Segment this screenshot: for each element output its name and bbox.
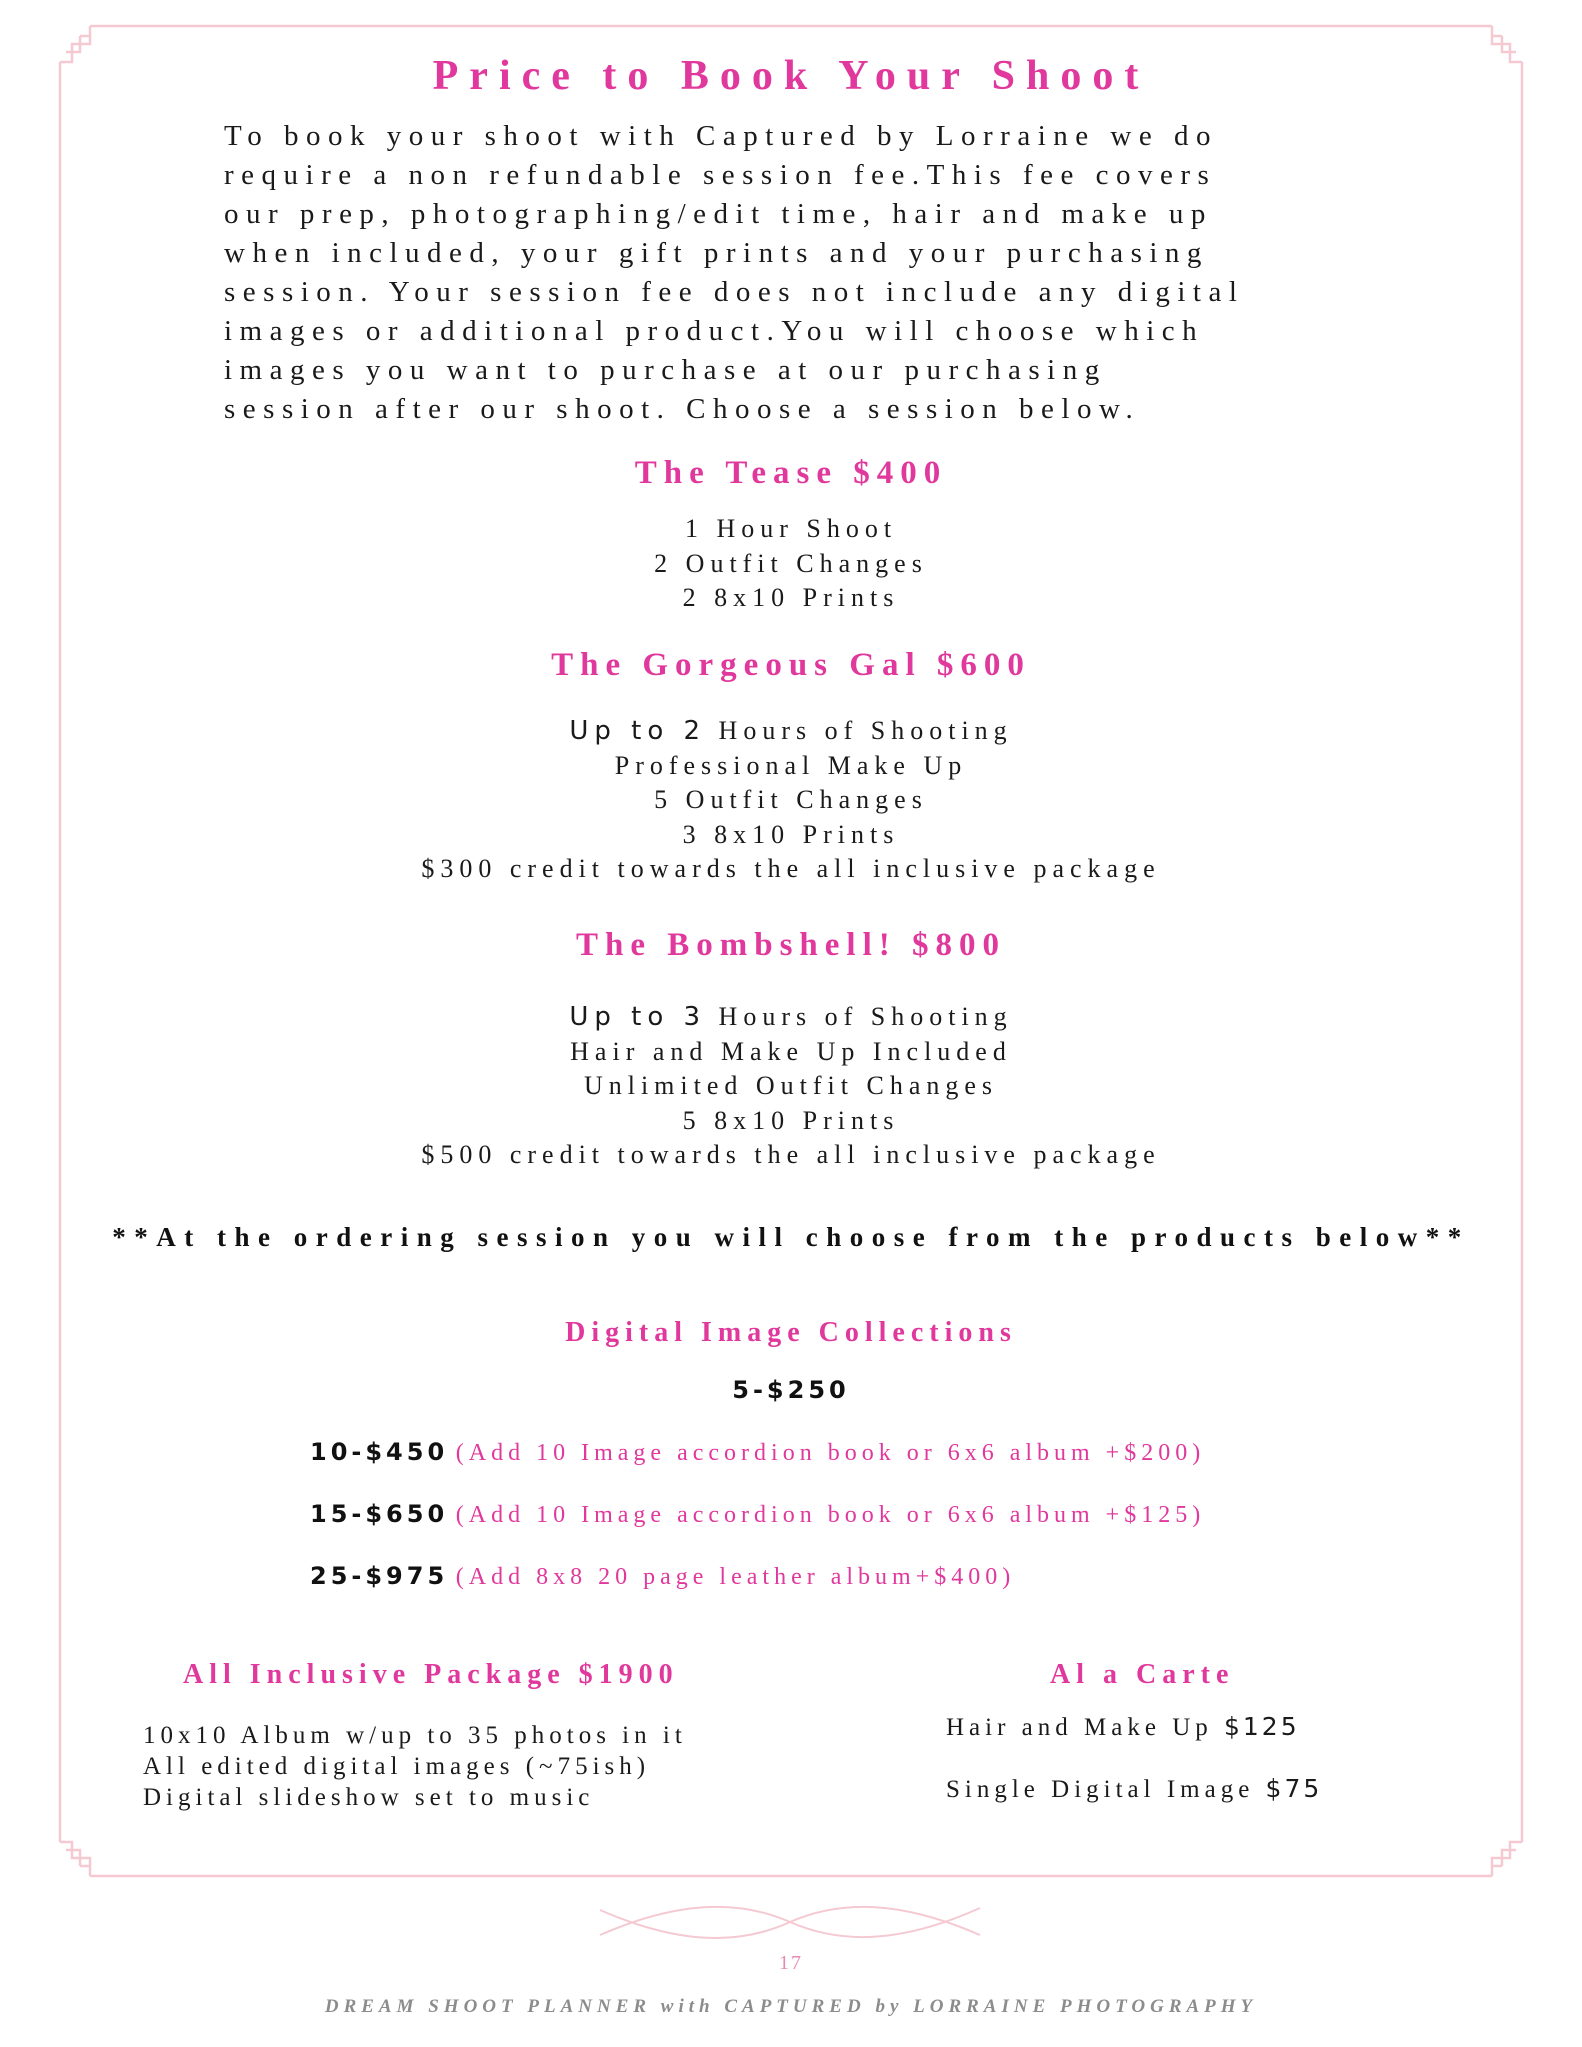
page-title: Price to Book Your Shoot [432, 53, 1150, 99]
collection-qty: 5-$250 [732, 1376, 850, 1404]
list-item: 10x10 Album w/up to 35 photos in it [143, 1722, 687, 1749]
list-item: 1 Hour Shoot [684, 514, 898, 543]
ordering-note: **At the ordering session you will choose from the products below** [112, 1222, 1470, 1252]
page-footer: DREAM SHOOT PLANNER with CAPTURED by LORRAINE PHOTOGRAPHY [324, 1996, 1258, 2017]
intro-line: images or additional product.You will choose which [224, 315, 1205, 347]
collection-qty: 15-$650 [310, 1500, 449, 1528]
a-la-carte-price: $125 [1224, 1712, 1300, 1741]
page-number: 17 [779, 1952, 803, 1974]
list-item: 3 8x10 Prints [682, 819, 900, 849]
list-item-lead: Up to 2 [569, 716, 707, 746]
intro-line: when included, your gift prints and your purchasing [224, 237, 1209, 269]
list-item: 2 Outfit Changes [654, 548, 928, 578]
all-inclusive-list [143, 1720, 687, 1813]
package-list-tease [0, 512, 1582, 616]
a-la-carte-title: Al a Carte [1050, 1659, 1235, 1690]
collection-row [0, 1376, 1582, 1404]
list-item: 2 8x10 Prints [682, 583, 900, 612]
a-la-carte-label: Single Digital Image [946, 1776, 1255, 1803]
list-item: $500 credit towards the all inclusive package [421, 1140, 1161, 1169]
a-la-carte-label: Hair and Make Up [946, 1714, 1213, 1741]
list-item: Unlimited Outfit Changes [583, 1071, 999, 1100]
list-item: Digital slideshow set to music [143, 1784, 595, 1811]
list-item-text: Hours of Shooting [718, 1002, 1013, 1031]
flourish-ornament [600, 1907, 980, 1938]
list-item: All edited digital images (~75ish) [143, 1753, 651, 1780]
all-inclusive-title: All Inclusive Package $1900 [183, 1659, 679, 1690]
intro-line: images you want to purchase at our purchasing [224, 354, 1107, 386]
collection-qty: 25-$975 [310, 1562, 449, 1590]
package-title-gorgeous-gal: The Gorgeous Gal $600 [551, 647, 1031, 683]
intro-line: session. Your session fee does not include any digital [224, 276, 1245, 308]
collection-qty: 10-$450 [310, 1438, 449, 1466]
list-item: Hair and Make Up Included [570, 1036, 1012, 1066]
intro-line: require a non refundable session fee.This fee covers [224, 159, 1217, 191]
a-la-carte-item [946, 1774, 1322, 1804]
list-item [0, 714, 1582, 749]
digital-collections-title: Digital Image Collections [565, 1317, 1017, 1348]
collection-row [310, 1562, 1015, 1591]
list-item-lead: Up to 3 [569, 1002, 707, 1032]
list-item: $300 credit towards the all inclusive package [421, 854, 1161, 883]
package-list-bombshell [0, 1000, 1582, 1173]
list-item [0, 1000, 1582, 1035]
collection-addon: (Add 10 Image accordion book or 6x6 album +$125) [455, 1502, 1206, 1528]
list-item: 5 Outfit Changes [654, 785, 928, 814]
list-item: Professional Make Up [614, 750, 968, 780]
intro-line: To book your shoot with Captured by Lorraine we do [224, 120, 1218, 152]
package-title-bombshell: The Bombshell! $800 [575, 927, 1007, 963]
intro-line: session after our shoot. Choose a session below. [224, 393, 1141, 425]
collection-row [310, 1438, 1205, 1467]
intro-paragraph [224, 117, 1404, 429]
a-la-carte-price: $75 [1265, 1774, 1323, 1803]
intro-line: our prep, photographing/edit time, hair and make up [224, 198, 1213, 230]
list-item-text: Hours of Shooting [718, 716, 1013, 745]
collection-addon: (Add 10 Image accordion book or 6x6 album +$200) [455, 1440, 1206, 1466]
collection-row [310, 1500, 1205, 1529]
package-list-gorgeous-gal [0, 714, 1582, 887]
a-la-carte-item [946, 1712, 1300, 1742]
list-item: 5 8x10 Prints [682, 1105, 900, 1135]
package-title-tease: The Tease $400 [634, 455, 948, 491]
collection-addon: (Add 8x8 20 page leather album+$400) [455, 1564, 1016, 1590]
